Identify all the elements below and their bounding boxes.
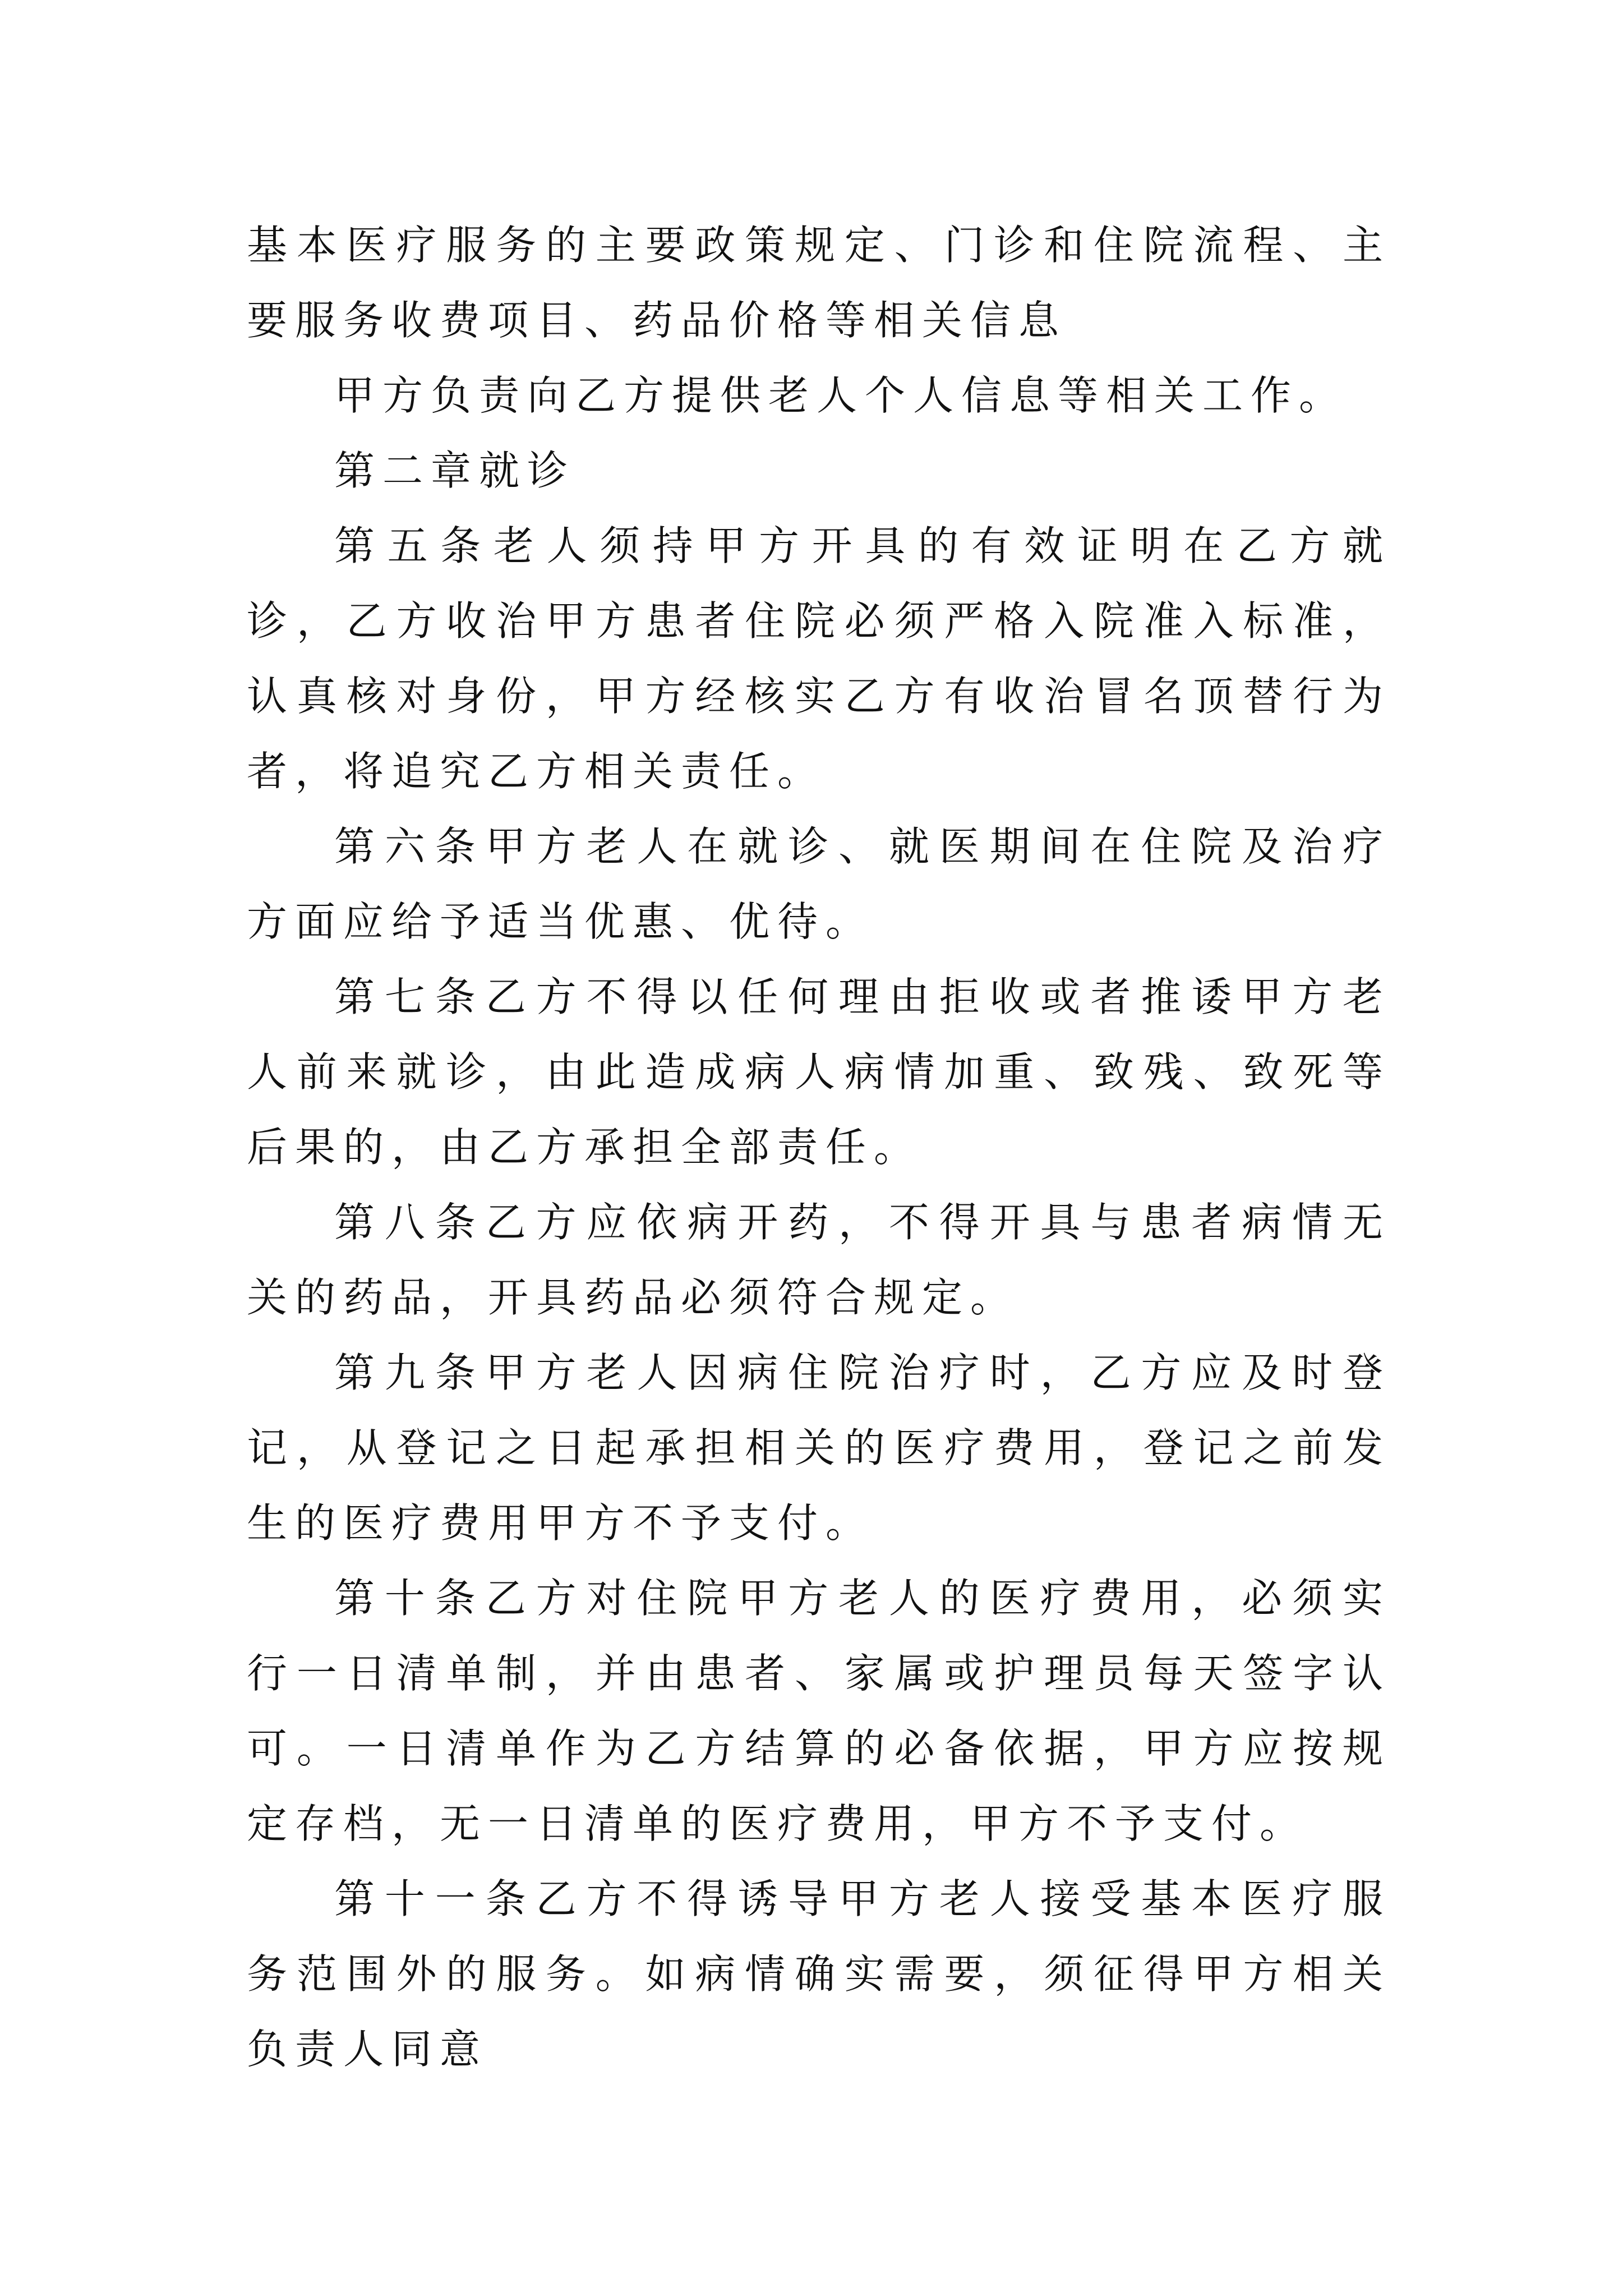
article-11: 第十一条乙方不得诱导甲方老人接受基本医疗服务范围外的服务。如病情确实需要，须征得甲方相关负责人同意 — [247, 1875, 1391, 2073]
paragraph-continuation: 基本医疗服务的主要政策规定、门诊和住院流程、主要服务收费项目、药品价格等相关信息 — [247, 222, 1391, 344]
chapter-heading: 第二章就诊 — [334, 447, 576, 494]
document-body — [247, 208, 1391, 2087]
article-7: 第七条乙方不得以任何理由拒收或者推诿甲方老人前来就诊，由此造成病人病情加重、致残、致死等后果的，由乙方承担全部责任。 — [247, 973, 1391, 1171]
article-6: 第六条甲方老人在就诊、就医期间在住院及治疗方面应给予适当优惠、优待。 — [247, 823, 1391, 945]
paragraph-party-a-duty: 甲方负责向乙方提供老人个人信息等相关工作。 — [334, 372, 1348, 419]
article-10: 第十条乙方对住院甲方老人的医疗费用，必须实行一日清单制，并由患者、家属或护理员每天签字认可。一日清单作为乙方结算的必备依据，甲方应按规定存档，无一日清单的医疗费用，甲方不予支付。 — [247, 1575, 1391, 1847]
article-8: 第八条乙方应依病开药，不得开具与患者病情无关的药品，开具药品必须符合规定。 — [247, 1199, 1391, 1321]
article-5: 第五条老人须持甲方开具的有效证明在乙方就诊，乙方收治甲方患者住院必须严格入院准入标准，认真核对身份，甲方经核实乙方有收治冒名顶替行为者，将追究乙方相关责任。 — [247, 522, 1391, 795]
article-9: 第九条甲方老人因病住院治疗时，乙方应及时登记，从登记之日起承担相关的医疗费用，登记之前发生的医疗费用甲方不予支付。 — [247, 1349, 1391, 1547]
